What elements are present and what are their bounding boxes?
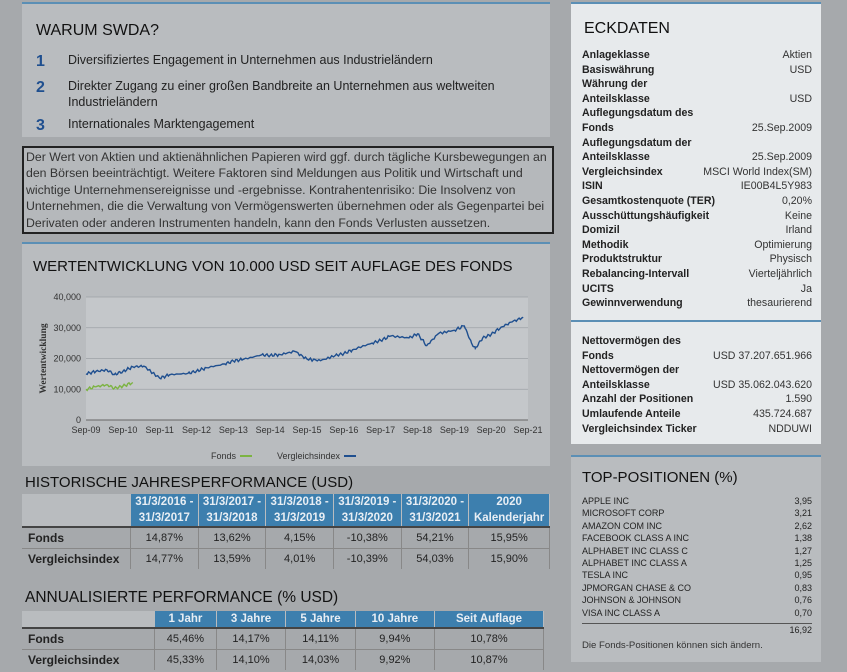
x-tick-label: Sep-16 bbox=[329, 425, 359, 435]
holding-name: APPLE INC bbox=[582, 496, 630, 506]
key-fact-label: Rebalancing-Intervall bbox=[582, 268, 690, 280]
table-cell: 13,59% bbox=[198, 549, 266, 570]
key-fact-row bbox=[582, 209, 812, 224]
x-tick-label: Sep-11 bbox=[145, 425, 174, 435]
key-fact-row bbox=[582, 238, 812, 253]
empty-header-cell bbox=[22, 494, 131, 527]
table-cell: 14,10% bbox=[216, 650, 285, 671]
top-holdings-note: Die Fonds-Positionen können sich ändern. bbox=[582, 640, 763, 651]
table-cell: 54,03% bbox=[401, 549, 469, 570]
key-fact-value: thesaurierend bbox=[747, 297, 812, 310]
table-cell: 54,21% bbox=[401, 527, 469, 549]
key-fact-row bbox=[582, 48, 812, 63]
table-cell: 9,92% bbox=[355, 650, 434, 671]
table-cell: 4,01% bbox=[266, 549, 334, 570]
holding-weight: 1,38 bbox=[794, 533, 812, 544]
key-fact-value: 25.Sep.2009 bbox=[751, 151, 812, 164]
key-fact-label: Umlaufende Anteile bbox=[582, 408, 681, 420]
key-fact-row bbox=[582, 136, 812, 165]
key-fact-value: 1.590 bbox=[785, 393, 812, 406]
key-fact-value: 435.724.687 bbox=[753, 408, 812, 420]
holding-name: JOHNSON & JOHNSON bbox=[582, 595, 682, 606]
column-header: 31/3/2020 - 31/3/2021 bbox=[401, 494, 469, 527]
risk-disclaimer: Der Wert von Aktien und aktienähnlichen Papieren wird ggf. durch tägliche Kursbewegungen an den Börsen beeinträchtigt. Weitere Faktoren sind Meldungen aus Politik und Wirtschaft und wichtige Unternehmensereignisse und -ergebnisse. Kontrahentenrisiko: Die Insolvenz von Unternehmen, die die Verwaltung von Vermögenswerten übernehmen oder als Gegenpartei bei Derivaten oder anderen Instrumenten handeln, kann den Fonds Verlusten aussetzen. bbox=[22, 146, 554, 234]
holding-row bbox=[582, 582, 812, 595]
key-fact-row bbox=[582, 282, 812, 297]
table-cell: -10,38% bbox=[333, 527, 401, 549]
why-number: 1 bbox=[36, 53, 45, 70]
table-cell: 10,87% bbox=[435, 650, 544, 671]
table-row bbox=[22, 650, 544, 671]
table-cell: 14,11% bbox=[286, 628, 355, 650]
key-fact-label: Produktstruktur bbox=[582, 253, 663, 266]
historical-title: HISTORISCHE JAHRESPERFORMANCE (USD) bbox=[25, 474, 354, 491]
key-fact-label: Ausschüttungshäufigkeit bbox=[582, 209, 710, 222]
top-holdings-title: TOP-POSITIONEN (%) bbox=[582, 469, 738, 486]
x-tick-label: Sep-13 bbox=[218, 425, 248, 435]
why-number: 2 bbox=[36, 79, 45, 96]
holding-weight: 1,27 bbox=[794, 545, 812, 556]
key-fact-row bbox=[582, 194, 812, 209]
y-tick-label: 10,000 bbox=[53, 384, 81, 395]
holding-weight: 0,70 bbox=[794, 607, 812, 618]
holding-weight: 0,76 bbox=[794, 595, 812, 606]
holding-weight: 3,95 bbox=[794, 496, 812, 506]
legend-label: Vergleichsindex bbox=[276, 451, 340, 461]
key-fact-label: Währung der Anteilsklasse bbox=[582, 78, 650, 105]
key-fact-value: Irland bbox=[785, 224, 812, 237]
key-fact-value: Physisch bbox=[769, 253, 812, 266]
row-label: Vergleichsindex bbox=[22, 549, 131, 570]
holding-name: TESLA INC bbox=[582, 570, 629, 581]
column-header: 31/3/2018 - 31/3/2019 bbox=[266, 494, 334, 527]
table-cell: 45,46% bbox=[155, 628, 217, 650]
key-facts-panel bbox=[571, 2, 821, 444]
key-fact-label: ISIN bbox=[582, 180, 603, 193]
table-cell: 14,03% bbox=[286, 650, 355, 671]
key-fact-label: Auflegungsdatum der Anteilsklasse bbox=[582, 136, 692, 164]
key-fact-row bbox=[582, 296, 812, 311]
why-text: Internationales Marktengagement bbox=[68, 117, 255, 131]
annualized-title: ANNUALISIERTE PERFORMANCE (% USD) bbox=[25, 589, 339, 606]
key-fact-value: Aktien bbox=[782, 49, 812, 61]
key-fact-value: Optimierung bbox=[754, 238, 812, 251]
key-fact-value: Vierteljährlich bbox=[748, 268, 812, 280]
historical-table bbox=[22, 494, 550, 569]
key-fact-label: Anzahl der Positionen bbox=[582, 393, 694, 406]
key-fact-label: Basiswährung bbox=[582, 63, 655, 76]
key-fact-value: Keine bbox=[784, 209, 812, 222]
holding-row bbox=[582, 495, 812, 508]
holding-row bbox=[582, 594, 812, 607]
key-fact-value: USD bbox=[789, 63, 812, 76]
annualized-table bbox=[22, 611, 544, 670]
y-tick-label: 20,000 bbox=[53, 353, 81, 364]
key-fact-row bbox=[582, 106, 812, 135]
x-tick-label: Sep-12 bbox=[181, 425, 212, 435]
holding-weight: 1,25 bbox=[794, 558, 812, 568]
holding-weight: 2,62 bbox=[794, 520, 812, 531]
key-facts-title: ECKDATEN bbox=[584, 20, 670, 37]
y-axis-label: Wertentwicklung bbox=[39, 323, 49, 394]
table-cell: 45,33% bbox=[155, 650, 217, 671]
table-row bbox=[22, 628, 544, 650]
holding-row bbox=[582, 545, 812, 558]
row-label: Vergleichsindex bbox=[22, 650, 155, 671]
holding-name: VISA INC CLASS A bbox=[582, 607, 661, 618]
holding-name: ALPHABET INC CLASS A bbox=[582, 558, 687, 568]
key-fact-label: Nettovermögen des Fonds bbox=[582, 335, 681, 362]
holding-row bbox=[582, 607, 812, 620]
holding-weight: 0,83 bbox=[794, 582, 812, 593]
column-header: 3 Jahre bbox=[216, 611, 285, 628]
column-header: 31/3/2017 - 31/3/2018 bbox=[198, 494, 266, 527]
key-facts-divider bbox=[571, 320, 821, 322]
table-cell: 14,17% bbox=[216, 628, 285, 650]
performance-chart-section bbox=[22, 242, 550, 466]
table-cell: 13,62% bbox=[198, 527, 266, 549]
holding-name: FACEBOOK CLASS A INC bbox=[582, 533, 690, 544]
key-fact-row bbox=[582, 77, 812, 106]
holding-row bbox=[582, 569, 812, 582]
holding-row bbox=[582, 557, 812, 570]
x-tick-label: Sep-21 bbox=[513, 425, 543, 435]
x-tick-label: Sep-18 bbox=[402, 425, 433, 435]
holding-name: AMAZON COM INC bbox=[582, 520, 662, 531]
key-fact-row bbox=[582, 63, 812, 78]
holding-weight: 3,21 bbox=[794, 508, 812, 519]
key-fact-label: Anlageklasse bbox=[582, 49, 650, 61]
key-fact-value: NDDUWI bbox=[768, 422, 812, 435]
table-cell: 14,87% bbox=[131, 527, 199, 549]
table-row bbox=[22, 527, 550, 549]
key-fact-value: Ja bbox=[800, 282, 812, 295]
row-label: Fonds bbox=[22, 628, 155, 650]
key-fact-label: Methodik bbox=[582, 238, 629, 251]
x-tick-label: Sep-19 bbox=[439, 425, 469, 435]
x-tick-label: Sep-09 bbox=[71, 425, 101, 435]
why-number: 3 bbox=[36, 117, 45, 134]
holding-row bbox=[582, 532, 812, 545]
total-divider bbox=[582, 623, 812, 624]
legend-label: Fonds bbox=[210, 451, 236, 461]
column-header: Seit Auflage bbox=[435, 611, 544, 628]
table-cell: 15,90% bbox=[469, 549, 550, 570]
column-header: 31/3/2016 - 31/3/2017 bbox=[131, 494, 199, 527]
key-fact-value: IE00B4L5Y983 bbox=[740, 180, 812, 193]
empty-header-cell bbox=[22, 611, 155, 628]
table-cell: -10,39% bbox=[333, 549, 401, 570]
chart-title: WERTENTWICKLUNG VON 10.000 USD SEIT AUFLAGE DES FONDS bbox=[33, 258, 513, 275]
key-fact-label: Gewinnverwendung bbox=[582, 297, 683, 310]
key-fact-value: MSCI World Index(SM) bbox=[703, 165, 812, 178]
key-fact-value: USD bbox=[789, 92, 812, 105]
key-fact-label: Gesamtkostenquote (TER) bbox=[582, 195, 716, 207]
holding-row bbox=[582, 520, 812, 533]
table-cell: 9,94% bbox=[355, 628, 434, 650]
table-cell: 10,78% bbox=[435, 628, 544, 650]
y-tick-label: 40,000 bbox=[53, 292, 81, 302]
key-fact-value: 0,20% bbox=[781, 195, 812, 207]
x-tick-label: Sep-20 bbox=[476, 425, 506, 435]
why-text: Diversifiziertes Engagement in Unternehmen aus Industrieländern bbox=[68, 53, 433, 67]
column-header: 2020 Kalenderjahr bbox=[469, 494, 550, 527]
key-fact-label: Vergleichsindex Ticker bbox=[582, 422, 697, 435]
x-tick-label: Sep-17 bbox=[366, 425, 396, 435]
table-cell: 14,77% bbox=[131, 549, 199, 570]
y-tick-label: 0 bbox=[75, 415, 81, 425]
why-text: Direkter Zugang zu einer großen Bandbreite an Unternehmen aus weltweiten Industrieländern bbox=[68, 79, 495, 109]
key-fact-label: Auflegungsdatum des Fonds bbox=[582, 107, 694, 134]
key-fact-value: 25.Sep.2009 bbox=[751, 121, 812, 134]
column-header: 31/3/2019 - 31/3/2020 bbox=[333, 494, 401, 527]
table-cell: 4,15% bbox=[266, 527, 334, 549]
holding-weight: 0,95 bbox=[794, 570, 812, 581]
key-fact-row bbox=[582, 267, 812, 282]
key-fact-row bbox=[582, 165, 812, 180]
why-title: WARUM SWDA? bbox=[36, 22, 159, 39]
column-header: 10 Jahre bbox=[355, 611, 434, 628]
key-fact-value: USD 35.062.043.620 bbox=[713, 378, 812, 391]
key-fact-row bbox=[582, 252, 812, 267]
key-fact-value: USD 37.207.651.966 bbox=[713, 349, 812, 362]
column-header: 1 Jahr bbox=[155, 611, 217, 628]
top-holdings-panel: TOP-POSITIONEN (%) APPLE INC 3,95 MICROSOFT CORP 3,21 AMAZON COM INC 2,62 FACEBOOK CLASS A INC 1,38 ALPHABET INC CLASS C 1,27 ALPHABET INC CLASS A 1,25 TESLA INC 0,95 JPMORGAN CHASE & CO 0,83 JOHNSON & JOHNSON 0,76 VISA INC CLASS A 0,70 16,92 Die Fonds-Positionen können sich ändern. bbox=[571, 455, 821, 662]
why-section bbox=[22, 2, 550, 137]
holding-name: JPMORGAN CHASE & CO bbox=[582, 582, 692, 593]
column-header: 5 Jahre bbox=[286, 611, 355, 628]
holding-row bbox=[582, 507, 812, 520]
y-tick-label: 30,000 bbox=[53, 322, 81, 333]
x-tick-label: Sep-10 bbox=[108, 425, 138, 435]
key-fact-label: Domizil bbox=[582, 224, 620, 237]
table-cell: 15,95% bbox=[469, 527, 550, 549]
key-fact-label: Vergleichsindex bbox=[582, 165, 663, 178]
holding-name: ALPHABET INC CLASS C bbox=[582, 545, 688, 556]
performance-chart bbox=[22, 266, 550, 466]
row-label: Fonds bbox=[22, 527, 131, 549]
key-fact-row bbox=[582, 179, 812, 194]
key-fact-label: UCITS bbox=[582, 282, 614, 295]
table-row bbox=[22, 549, 550, 570]
key-fact-row bbox=[582, 223, 812, 238]
x-tick-label: Sep-14 bbox=[255, 425, 285, 435]
holding-name: MICROSOFT CORP bbox=[582, 508, 665, 519]
key-fact-label: Nettovermögen der Anteilsklasse bbox=[582, 364, 680, 391]
x-tick-label: Sep-15 bbox=[292, 425, 322, 435]
